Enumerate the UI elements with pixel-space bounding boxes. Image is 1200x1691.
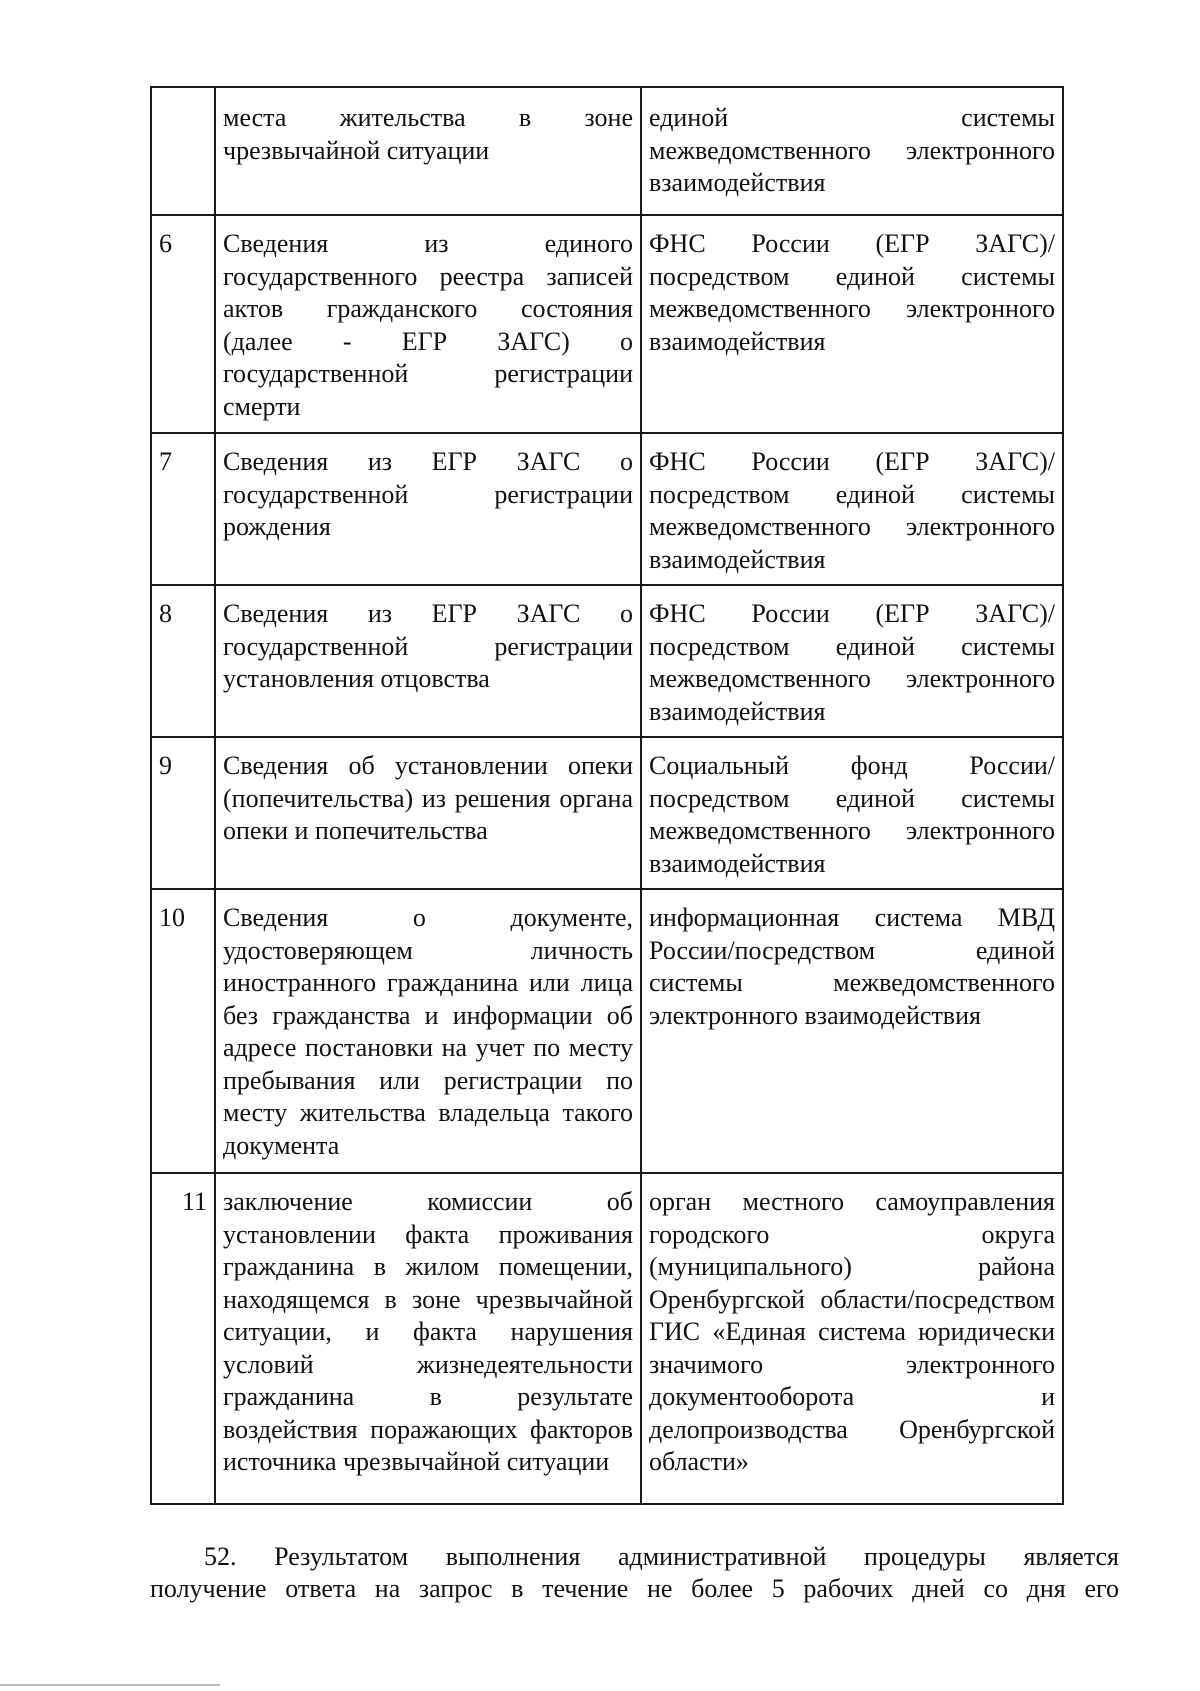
document-source: ФНС России (ЕГР ЗАГС)/посредством единой системы межведомственного электронного взаимодействия <box>641 215 1063 433</box>
row-number: 10 <box>151 889 215 1173</box>
document-source: орган местного самоуправления городского округа (муниципального) района Оренбургской области/посредством ГИС «Единая система юридически значимого электронного документооборота и делопроизводства Оренбургской области» <box>641 1173 1063 1504</box>
table-row <box>151 87 1063 215</box>
document-description: Сведения об установлении опеки (попечительства) из решения органа опеки и попечительства <box>215 737 641 889</box>
document-description: Сведения о документе, удостоверяющем личность иностранного гражданина или лица без гражданства и информации об адресе постановки на учет по месту пребывания или регистрации по месту жительства владельца такого документа <box>215 889 641 1173</box>
footer-rule <box>0 1684 220 1686</box>
row-number: 6 <box>151 215 215 433</box>
document-description: места жительства в зоне чрезвычайной ситуации <box>215 87 641 215</box>
row-number: 8 <box>151 585 215 737</box>
row-number <box>151 87 215 215</box>
document-source: ФНС России (ЕГР ЗАГС)/посредством единой системы межведомственного электронного взаимодействия <box>641 585 1063 737</box>
table-row <box>151 433 1063 585</box>
document-source: ФНС России (ЕГР ЗАГС)/посредством единой системы межведомственного электронного взаимодействия <box>641 433 1063 585</box>
document-description: Сведения из единого государственного реестра записей актов гражданского состояния (далее - ЕГР ЗАГС) о государственной регистрации смерти <box>215 215 641 433</box>
paragraph-52-text-2: получение ответа на запрос в течение не более 5 рабочих дней со дня его <box>150 1574 1119 1603</box>
table-row <box>151 737 1063 889</box>
document-source: информационная система МВД России/посредством единой системы межведомственного электронного взаимодействия <box>641 889 1063 1173</box>
paragraph-52-text-1: 52. Результатом выполнения административной процедуры является <box>204 1542 1119 1571</box>
document-source: единой системы межведомственного электронного взаимодействия <box>641 87 1063 215</box>
document-description: Сведения из ЕГР ЗАГС о государственной регистрации установления отцовства <box>215 585 641 737</box>
table-row <box>151 889 1063 1173</box>
documents-table <box>150 86 1064 1505</box>
row-number: 9 <box>151 737 215 889</box>
row-number: 7 <box>151 433 215 585</box>
document-source: Социальный фонд России/посредством единой системы межведомственного электронного взаимодействия <box>641 737 1063 889</box>
table-row <box>151 1173 1063 1504</box>
paragraph-52-line-1 <box>150 1541 1119 1573</box>
table-row <box>151 585 1063 737</box>
document-description: Сведения из ЕГР ЗАГС о государственной регистрации рождения <box>215 433 641 585</box>
document-description: заключение комиссии об установлении факта проживания гражданина в жилом помещении, находящемся в зоне чрезвычайной ситуации, и факта нарушения условий жизнедеятельности гражданина в результате воздействия поражающих факторов источника чрезвычайной ситуации <box>215 1173 641 1504</box>
table-row <box>151 215 1063 433</box>
row-number: 11 <box>151 1173 215 1504</box>
paragraph-52-line-2 <box>150 1573 1119 1605</box>
